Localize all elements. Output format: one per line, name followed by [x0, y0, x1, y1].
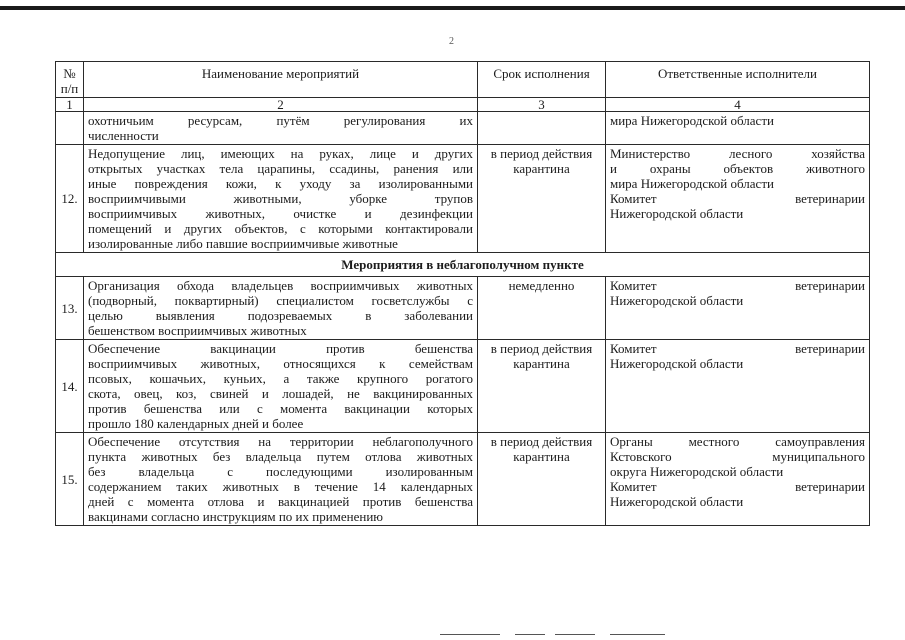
executor-line: Кстовского муниципального — [610, 449, 865, 464]
header-number: № п/п — [56, 62, 84, 98]
executor-line: мира Нижегородской области — [610, 176, 774, 191]
column-number: 4 — [606, 98, 870, 112]
header-row — [56, 62, 870, 98]
measure-cell — [84, 433, 478, 526]
executor-line: Органы местного самоуправления — [610, 434, 865, 449]
measure-cell — [84, 277, 478, 340]
term-cell: в период действия карантина — [478, 145, 606, 253]
header-executors: Ответственные исполнители — [606, 62, 870, 98]
column-number: 3 — [478, 98, 606, 112]
row-number-cell — [56, 112, 84, 145]
header-term: Срок исполнения — [478, 62, 606, 98]
measure-line: помещений и других объектов, с которыми контактировали — [88, 221, 473, 236]
measure-line: Организация обхода владельцев восприимчивых животных — [88, 278, 473, 293]
column-number: 1 — [56, 98, 84, 112]
measures-table — [55, 61, 870, 526]
executor-line: и охраны объектов животного — [610, 161, 865, 176]
measure-line: восприимчивых животных, очистке и дезинфекции — [88, 206, 473, 221]
page-number: 2 — [449, 36, 454, 47]
measure-line: целью выявления подозреваемых в заболевании — [88, 308, 473, 323]
table-row-15 — [56, 433, 870, 526]
measure-line: иные повреждения кожи, к уходу за изолированными — [88, 176, 473, 191]
executor-line: округа Нижегородской области — [610, 464, 784, 479]
term-cell: в период действия карантина — [478, 340, 606, 433]
header-measures: Наименование мероприятий — [84, 62, 478, 98]
term-cell — [478, 112, 606, 145]
table-row-14 — [56, 340, 870, 433]
executor-line: Комитет ветеринарии — [610, 278, 865, 293]
measure-line: вакцинами согласно инструкциям по их применению — [88, 509, 384, 524]
top-rule — [0, 6, 905, 10]
executor-cell — [606, 145, 870, 253]
measure-line: охотничьим ресурсам, путём регулирования их — [88, 113, 473, 128]
section-title: Мероприятия в неблагополучном пункте — [56, 253, 870, 277]
measure-line: без владельца с последующими изолированным — [88, 464, 473, 479]
measure-line: против бешенства или с момента вакцинации которых — [88, 401, 473, 416]
measure-line: Обеспечение отсутствия на территории неблагополучного — [88, 434, 473, 449]
measure-line: изолированные либо павшие восприимчивые животные — [88, 236, 398, 251]
column-number-row — [56, 98, 870, 112]
executor-cell — [606, 433, 870, 526]
executor-line: Нижегородской области — [610, 206, 744, 221]
executor-line: Комитет ветеринарии — [610, 479, 865, 494]
executor-line: Комитет ветеринарии — [610, 191, 865, 206]
measure-line: Недопущение лиц, имеющих на руках, лице и других — [88, 146, 473, 161]
measure-line: открытых участках тела царапины, ссадины, ранения или — [88, 161, 473, 176]
measure-cell — [84, 340, 478, 433]
measure-line: бешенством восприимчивых животных — [88, 323, 307, 338]
executor-line: Нижегородской области — [610, 356, 744, 371]
executor-line: Нижегородской области — [610, 293, 744, 308]
executor-cell — [606, 277, 870, 340]
measure-line: прошло 180 календарных дней и более — [88, 416, 304, 431]
measure-line: пункта животных без владельца путем отлова животных — [88, 449, 473, 464]
measure-line: псовых, кошачьих, куньих, а также крупного рогатого — [88, 371, 473, 386]
row-number: 14. — [56, 340, 84, 433]
term-cell: в период действия карантина — [478, 433, 606, 526]
continued-row — [56, 112, 870, 145]
measure-line: Обеспечение вакцинации против бешенства — [88, 341, 473, 356]
measure-line: содержанием таких животных в течение 14 календарных — [88, 479, 473, 494]
row-number: 15. — [56, 433, 84, 526]
table-row-13 — [56, 277, 870, 340]
measure-line: восприимчивых животных, относящихся к семействам — [88, 356, 473, 371]
executor-cell: мира Нижегородской области — [606, 112, 870, 145]
column-number: 2 — [84, 98, 478, 112]
term-cell: немедленно — [478, 277, 606, 340]
measure-line: восприимчивыми животными, уборке трупов — [88, 191, 473, 206]
section-row — [56, 253, 870, 277]
executor-line: Нижегородской области — [610, 494, 744, 509]
measure-line: дней с момента отлова и вакцинацией против бешенства — [88, 494, 473, 509]
measure-cell — [84, 145, 478, 253]
row-number: 12. — [56, 145, 84, 253]
executor-line: Министерство лесного хозяйства — [610, 146, 865, 161]
table-row-12 — [56, 145, 870, 253]
measure-line: (подворный, поквартирный) специалистом госветслужбы с — [88, 293, 473, 308]
measure-line: численности — [88, 128, 159, 143]
measure-cell — [84, 112, 478, 145]
scan-marks — [440, 634, 680, 636]
measure-line: скота, овец, коз, свиней и лошадей, не вакцинированных — [88, 386, 473, 401]
executor-line: Комитет ветеринарии — [610, 341, 865, 356]
row-number: 13. — [56, 277, 84, 340]
executor-cell — [606, 340, 870, 433]
